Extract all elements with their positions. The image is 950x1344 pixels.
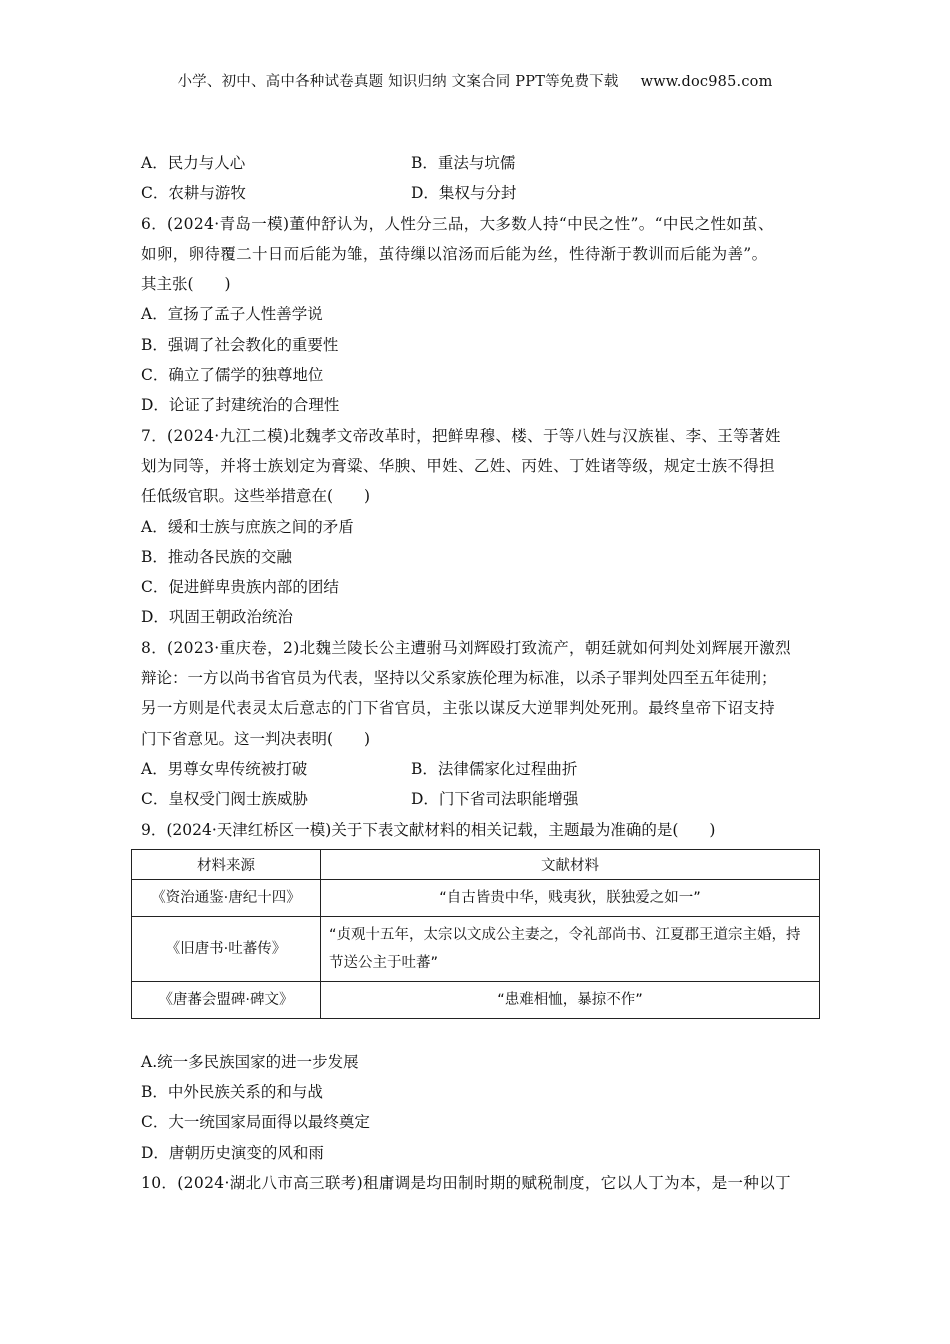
q8-stem-line: 辩论：一方以尚书省官员为代表，坚持以父系家族伦理为标准，以杀子罪判处四至五年徒刑；	[141, 669, 777, 688]
q7-option-c[interactable]: C．促进鲜卑贵族内部的团结	[141, 578, 339, 597]
q9-option-b[interactable]: B．中外民族关系的和与战	[141, 1083, 323, 1102]
q8-stem-line: 门下省意见。这一判决表明( )	[141, 729, 371, 748]
q7-stem-line: 7．(2024·九江二模)北魏孝文帝改革时，把鲜卑穆、楼、于等八姓与汉族崔、李、王等著姓	[141, 426, 781, 445]
q9-option-d[interactable]: D．唐朝历史演变的风和雨	[141, 1143, 324, 1162]
table-header-text: 文献材料	[321, 849, 820, 879]
q9-option-c[interactable]: C．大一统国家局面得以最终奠定	[141, 1113, 370, 1132]
table-cell-source: 《资治通鉴·唐纪十四》	[132, 879, 321, 916]
table-row	[132, 981, 820, 1018]
header-text: 小学、初中、高中各种试卷真题 知识归纳 文案合同 PPT等免费下载	[177, 74, 619, 90]
table-cell-text: “患难相恤，暴掠不作”	[321, 981, 820, 1018]
q7-stem-line: 任低级官职。这些举措意在( )	[141, 487, 371, 506]
table-header-row	[132, 849, 820, 879]
table-cell-text: “贞观十五年，太宗以文成公主妻之，令礼部尚书、江夏郡王道宗主婚，持节送公主于吐蕃”	[321, 916, 820, 981]
q8-option-b[interactable]: B．法律儒家化过程曲折	[411, 759, 578, 778]
q5-option-d[interactable]: D．集权与分封	[411, 184, 517, 203]
q5-options-row-1	[141, 148, 821, 178]
q8-options-row-2	[141, 784, 821, 814]
q6-stem-line: 6．(2024·青岛一模)董仲舒认为，人性分三品，大多数人持“中民之性”。“中民之性如茧、	[141, 214, 774, 233]
q8-option-a[interactable]: A．男尊女卑传统被打破	[141, 759, 308, 778]
q8-options-row-1	[141, 754, 821, 784]
q9-source-table	[131, 849, 820, 1019]
q6-option-a[interactable]: A．宣扬了孟子人性善学说	[141, 305, 323, 324]
q8-option-c[interactable]: C．皇权受门阀士族威胁	[141, 790, 308, 809]
q5-option-b[interactable]: B．重法与坑儒	[411, 154, 516, 172]
page-header	[0, 70, 950, 91]
table-row	[132, 879, 820, 916]
q5-option-a[interactable]: A．民力与人心	[141, 154, 246, 172]
q5-option-c[interactable]: C．农耕与游牧	[141, 184, 246, 203]
q6-option-c[interactable]: C．确立了儒学的独尊地位	[141, 366, 324, 385]
q6-option-d[interactable]: D．论证了封建统治的合理性	[141, 396, 340, 415]
q9-option-a[interactable]: A.统一多民族国家的进一步发展	[141, 1052, 359, 1071]
table-row	[132, 916, 820, 981]
q8-stem-line: 8．(2023·重庆卷，2)北魏兰陵长公主遭驸马刘辉殴打致流产，朝廷就如何判处刘辉展开激烈	[141, 638, 791, 657]
table-header-source: 材料来源	[132, 849, 321, 879]
table-cell-source: 《唐蕃会盟碑·碑文》	[132, 981, 321, 1018]
q8-option-d[interactable]: D．门下省司法职能增强	[411, 790, 579, 809]
q8-stem-line: 另一方则是代表灵太后意志的门下省官员，主张以谋反大逆罪判处死刑。最终皇帝下诏支持	[141, 699, 776, 718]
table-cell-source: 《旧唐书·吐蕃传》	[132, 916, 321, 981]
header-site-link[interactable]: www.doc985.com	[640, 74, 773, 90]
q7-option-b[interactable]: B．推动各民族的交融	[141, 547, 292, 566]
q5-options-row-2	[141, 178, 821, 208]
q7-option-a[interactable]: A．缓和士族与庶族之间的矛盾	[141, 517, 354, 536]
q10-stem-line: 10．(2024·湖北八市高三联考)租庸调是均田制时期的赋税制度，它以人丁为本，是一种以丁	[141, 1174, 791, 1193]
q6-stem-line: 其主张( )	[141, 275, 231, 294]
q7-stem-line: 划为同等，并将士族划定为膏粱、华腴、甲姓、乙姓、丙姓、丁姓诸等级，规定士族不得担	[141, 456, 776, 475]
table-cell-text: “自古皆贵中华，贱夷狄，朕独爱之如一”	[321, 879, 820, 916]
spacer	[141, 1019, 821, 1047]
question-content	[141, 148, 821, 1198]
q7-option-d[interactable]: D．巩固王朝政治统治	[141, 608, 293, 627]
q9-stem-line: 9．(2024·天津红桥区一模)关于下表文献材料的相关记载，主题最为准确的是( )	[141, 820, 716, 839]
q6-stem-line: 如卵，卵待覆二十日而后能为雏，茧待缫以涫汤而后能为丝，性待渐于教训而后能为善”。	[141, 244, 768, 263]
q6-option-b[interactable]: B．强调了社会教化的重要性	[141, 335, 339, 354]
